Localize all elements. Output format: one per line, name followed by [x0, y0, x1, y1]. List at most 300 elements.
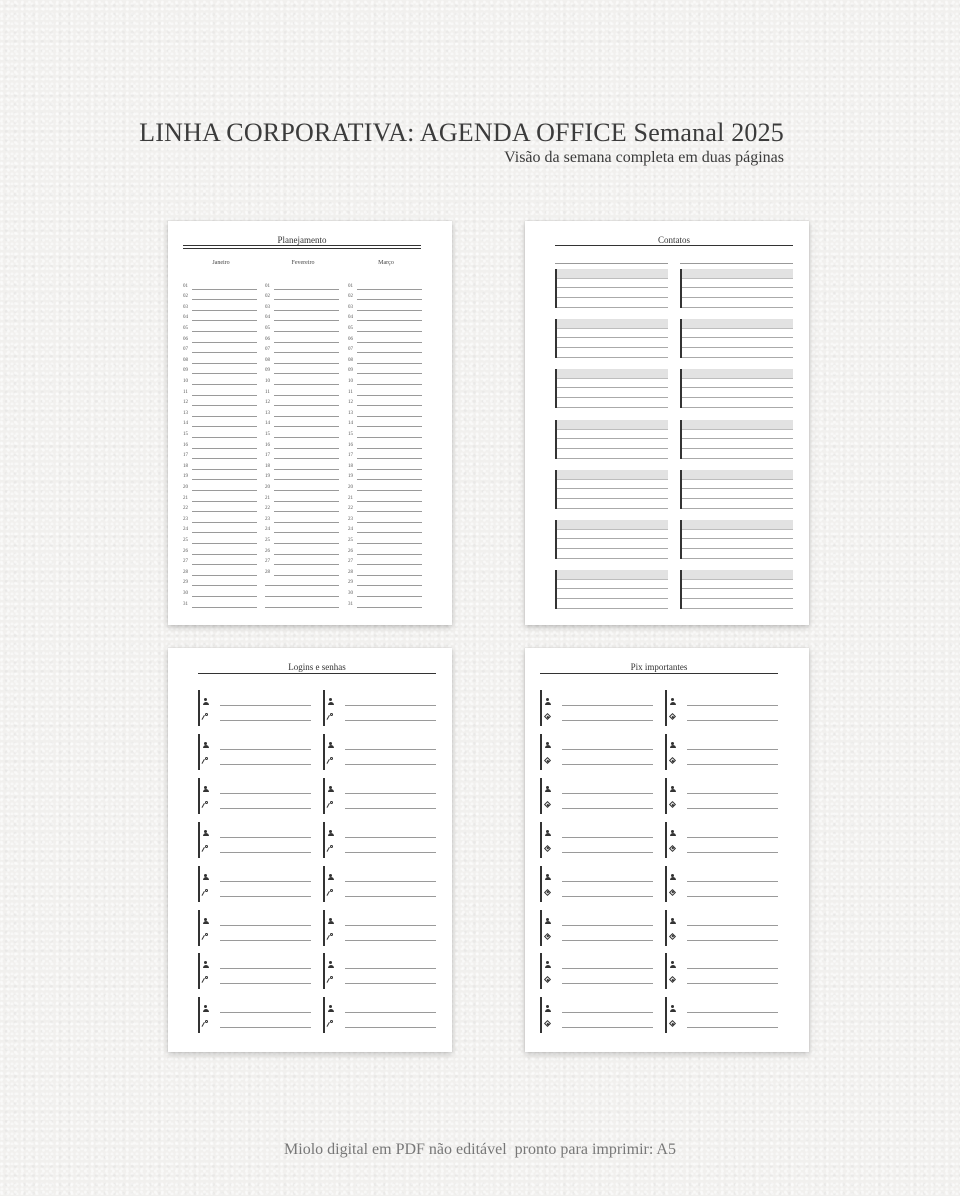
day-number: 30: [348, 590, 353, 596]
card-line: [682, 458, 793, 459]
credential-entry: [665, 822, 778, 858]
credential-entry: [540, 910, 653, 946]
day-row: [348, 311, 422, 322]
day-line: [192, 607, 257, 608]
contact-card: [680, 319, 793, 358]
day-number: 22: [265, 506, 270, 512]
entry-bar: [198, 822, 200, 858]
card-line: [682, 407, 793, 408]
contact-card: [555, 369, 668, 408]
card-line: [557, 307, 668, 308]
entry-line: [562, 940, 653, 941]
day-number: 08: [348, 357, 353, 363]
day-number: 25: [183, 537, 188, 543]
day-row: [265, 449, 339, 460]
day-row: [348, 565, 422, 576]
day-row: [348, 544, 422, 555]
card-line: [682, 307, 793, 308]
day-number: 01: [183, 283, 188, 289]
day-number: 09: [265, 368, 270, 374]
contact-card: [555, 269, 668, 308]
entry-line: [345, 837, 436, 838]
day-row: [183, 597, 257, 608]
pix-icon: [544, 1020, 551, 1027]
day-row: [183, 332, 257, 343]
entry-line: [687, 1027, 778, 1028]
pix-icon: [544, 889, 551, 896]
entry-line: [220, 881, 311, 882]
card-header: [682, 420, 793, 430]
user-icon: [669, 830, 676, 837]
entry-line: [220, 940, 311, 941]
card-line: [557, 448, 668, 449]
pix-icon: [669, 1020, 676, 1027]
day-row: [265, 343, 339, 354]
contact-card: [680, 420, 793, 459]
credential-entry: [198, 734, 311, 770]
day-number: 21: [183, 495, 188, 501]
day-row: [183, 438, 257, 449]
day-row: [265, 544, 339, 555]
user-icon: [327, 961, 334, 968]
key-icon: [202, 757, 209, 764]
card-line: [557, 458, 668, 459]
card-header: [557, 420, 668, 430]
day-number: 14: [183, 421, 188, 427]
entry-line: [687, 1012, 778, 1013]
day-number: 06: [183, 336, 188, 342]
entry-line: [345, 983, 436, 984]
credential-entry: [665, 866, 778, 902]
entry-line: [220, 1027, 311, 1028]
entry-line: [345, 852, 436, 853]
card-line: [557, 387, 668, 388]
day-number: 10: [265, 378, 270, 384]
day-number: 03: [183, 304, 188, 310]
day-row: [183, 555, 257, 566]
day-line: [357, 607, 422, 608]
day-number: 02: [265, 294, 270, 300]
day-row: [183, 290, 257, 301]
user-icon: [202, 1005, 209, 1012]
entry-line: [687, 852, 778, 853]
day-number: 24: [265, 527, 270, 533]
day-number: 02: [348, 294, 353, 300]
day-row: [348, 417, 422, 428]
title-rule: [183, 245, 421, 246]
card-line: [557, 538, 668, 539]
day-row: [265, 555, 339, 566]
user-icon: [544, 698, 551, 705]
key-icon: [202, 889, 209, 896]
day-row: [265, 290, 339, 301]
user-icon: [327, 918, 334, 925]
entry-line: [345, 968, 436, 969]
credential-entry: [540, 866, 653, 902]
entry-line: [687, 881, 778, 882]
credential-entry: [198, 778, 311, 814]
day-number: 04: [348, 315, 353, 321]
day-row: [348, 576, 422, 587]
card-header: [682, 269, 793, 279]
day-row: [348, 438, 422, 449]
credential-entry: [323, 734, 436, 770]
pix-page: [525, 648, 809, 1052]
entry-line: [345, 808, 436, 809]
day-number: 14: [348, 421, 353, 427]
contatos-page: [525, 221, 809, 625]
day-row: [348, 427, 422, 438]
entry-bar: [665, 822, 667, 858]
day-row: [183, 427, 257, 438]
user-icon: [327, 830, 334, 837]
credential-entry: [198, 910, 311, 946]
day-row: [265, 300, 339, 311]
title-rule: [183, 248, 421, 249]
entry-line: [220, 720, 311, 721]
day-row: [265, 427, 339, 438]
day-row: [348, 374, 422, 385]
day-row: [348, 459, 422, 470]
entry-line: [562, 983, 653, 984]
card-header: [682, 570, 793, 580]
user-icon: [327, 742, 334, 749]
user-icon: [202, 918, 209, 925]
key-icon: [202, 976, 209, 983]
user-icon: [544, 1005, 551, 1012]
day-row: [265, 502, 339, 513]
day-row: [265, 321, 339, 332]
card-line: [682, 397, 793, 398]
credential-entry: [198, 822, 311, 858]
entry-line: [687, 764, 778, 765]
entry-bar: [323, 866, 325, 902]
day-row: [183, 523, 257, 534]
day-number: 04: [265, 315, 270, 321]
entry-line: [562, 793, 653, 794]
day-row: [183, 311, 257, 322]
day-number: 13: [348, 410, 353, 416]
day-number: 16: [265, 442, 270, 448]
day-row: [265, 576, 339, 587]
day-row: [348, 502, 422, 513]
contact-card: [680, 520, 793, 559]
day-row: [348, 512, 422, 523]
credential-entry: [540, 778, 653, 814]
day-row: [348, 480, 422, 491]
user-icon: [544, 918, 551, 925]
credential-entry: [323, 778, 436, 814]
day-number: 22: [348, 506, 353, 512]
card-line: [682, 558, 793, 559]
contatos-title: Contatos: [657, 235, 690, 245]
day-number: 12: [183, 400, 188, 406]
key-icon: [327, 976, 334, 983]
contact-card: [555, 570, 668, 609]
entry-line: [562, 764, 653, 765]
day-row: [183, 459, 257, 470]
card-line: [682, 347, 793, 348]
credential-entry: [540, 953, 653, 989]
day-number: 16: [183, 442, 188, 448]
credential-entry: [198, 690, 311, 726]
title-rule: [555, 245, 793, 246]
title-rule: [540, 673, 778, 674]
day-row: [265, 533, 339, 544]
day-row: [183, 406, 257, 417]
page-subtitle: Visão da semana completa em duas páginas: [504, 149, 784, 166]
card-line: [557, 438, 668, 439]
entry-bar: [540, 734, 542, 770]
card-line: [557, 337, 668, 338]
day-number: 20: [348, 484, 353, 490]
card-header: [682, 319, 793, 329]
user-icon: [669, 1005, 676, 1012]
card-header: [557, 570, 668, 580]
entry-line: [220, 852, 311, 853]
planejamento-page: [168, 221, 452, 625]
card-line: [557, 608, 668, 609]
day-row: [183, 491, 257, 502]
card-line: [682, 608, 793, 609]
entry-line: [687, 983, 778, 984]
day-row: [183, 279, 257, 290]
user-icon: [202, 874, 209, 881]
day-number: 28: [265, 569, 270, 575]
entry-line: [687, 968, 778, 969]
day-number: 17: [348, 453, 353, 459]
day-row: [265, 438, 339, 449]
day-number: 18: [183, 463, 188, 469]
card-line: [682, 538, 793, 539]
entry-bar: [540, 997, 542, 1033]
card-header: [557, 319, 668, 329]
header-line: [555, 263, 668, 264]
day-number: 12: [348, 400, 353, 406]
footer-note: Miolo digital em PDF não editável pronto para imprimir: A5: [284, 1141, 676, 1158]
card-header: [682, 470, 793, 480]
entry-bar: [198, 734, 200, 770]
day-row: [348, 470, 422, 481]
day-number: 31: [348, 601, 353, 607]
user-icon: [544, 874, 551, 881]
entry-line: [562, 808, 653, 809]
credential-entry: [540, 997, 653, 1033]
day-row: [348, 364, 422, 375]
pix-icon: [544, 713, 551, 720]
day-line: [265, 607, 339, 608]
entry-line: [562, 896, 653, 897]
pix-title: Pix importantes: [630, 662, 688, 672]
entry-line: [220, 808, 311, 809]
entry-bar: [323, 822, 325, 858]
card-line: [682, 357, 793, 358]
day-row: [348, 396, 422, 407]
contact-card: [555, 470, 668, 509]
key-icon: [327, 1020, 334, 1027]
user-icon: [327, 786, 334, 793]
day-number: 27: [265, 559, 270, 565]
credential-entry: [665, 997, 778, 1033]
entry-line: [220, 749, 311, 750]
day-number: 01: [348, 283, 353, 289]
entry-line: [345, 749, 436, 750]
day-row: [348, 491, 422, 502]
card-header: [557, 369, 668, 379]
day-row: [265, 374, 339, 385]
day-row: [348, 406, 422, 417]
day-number: 17: [183, 453, 188, 459]
key-icon: [202, 713, 209, 720]
day-row: [265, 470, 339, 481]
entry-bar: [665, 997, 667, 1033]
entry-line: [562, 881, 653, 882]
entry-line: [345, 940, 436, 941]
entry-line: [562, 925, 653, 926]
card-line: [557, 598, 668, 599]
day-number: 20: [183, 484, 188, 490]
entry-line: [220, 983, 311, 984]
day-number: 22: [183, 506, 188, 512]
card-line: [682, 588, 793, 589]
pix-icon: [669, 845, 676, 852]
card-line: [557, 548, 668, 549]
day-row: [183, 576, 257, 587]
card-line: [557, 347, 668, 348]
day-row: [348, 332, 422, 343]
day-number: 12: [265, 400, 270, 406]
day-row: [265, 311, 339, 322]
entry-line: [220, 837, 311, 838]
day-row: [183, 533, 257, 544]
day-row: [183, 321, 257, 332]
credential-entry: [540, 690, 653, 726]
day-row: [348, 290, 422, 301]
day-row: [348, 533, 422, 544]
contact-card: [680, 269, 793, 308]
card-line: [682, 508, 793, 509]
day-row: [265, 332, 339, 343]
day-row: [265, 406, 339, 417]
day-number: 25: [348, 537, 353, 543]
day-number: 30: [183, 590, 188, 596]
day-number: 19: [348, 474, 353, 480]
day-number: 03: [265, 304, 270, 310]
day-number: 15: [348, 431, 353, 437]
entry-line: [562, 749, 653, 750]
day-number: 18: [265, 463, 270, 469]
user-icon: [544, 830, 551, 837]
logins-page: [168, 648, 452, 1052]
entry-bar: [198, 997, 200, 1033]
pix-icon: [669, 976, 676, 983]
day-number: 06: [265, 336, 270, 342]
entry-bar: [665, 953, 667, 989]
pix-icon: [669, 713, 676, 720]
entry-bar: [540, 822, 542, 858]
day-number: 23: [265, 516, 270, 522]
credential-entry: [323, 997, 436, 1033]
day-number: 04: [183, 315, 188, 321]
card-line: [557, 488, 668, 489]
pix-icon: [544, 845, 551, 852]
day-number: 11: [348, 389, 353, 395]
entry-line: [562, 1012, 653, 1013]
entry-line: [220, 1012, 311, 1013]
day-row: [265, 523, 339, 534]
user-icon: [327, 874, 334, 881]
day-number: 13: [183, 410, 188, 416]
entry-bar: [665, 690, 667, 726]
entry-bar: [198, 778, 200, 814]
day-row: [183, 502, 257, 513]
credential-entry: [198, 953, 311, 989]
day-row: [348, 343, 422, 354]
day-number: 29: [348, 580, 353, 586]
planejamento-title: Planejamento: [277, 235, 327, 245]
day-row: [183, 396, 257, 407]
pix-icon: [669, 933, 676, 940]
entry-line: [345, 925, 436, 926]
entry-bar: [198, 910, 200, 946]
card-line: [682, 438, 793, 439]
credential-entry: [323, 822, 436, 858]
day-row: [265, 586, 339, 597]
entry-line: [345, 881, 436, 882]
card-line: [682, 448, 793, 449]
day-row: [265, 459, 339, 470]
card-line: [557, 588, 668, 589]
card-line: [557, 297, 668, 298]
day-number: 11: [265, 389, 270, 395]
day-row: [348, 586, 422, 597]
day-row: [265, 597, 339, 608]
day-number: 28: [348, 569, 353, 575]
user-icon: [202, 961, 209, 968]
entry-bar: [540, 866, 542, 902]
user-icon: [669, 742, 676, 749]
entry-bar: [323, 910, 325, 946]
card-line: [682, 488, 793, 489]
day-number: 26: [265, 548, 270, 554]
credential-entry: [198, 997, 311, 1033]
day-number: 27: [348, 559, 353, 565]
credential-entry: [665, 778, 778, 814]
day-number: 26: [348, 548, 353, 554]
day-row: [265, 353, 339, 364]
day-number: 24: [348, 527, 353, 533]
day-number: 31: [183, 601, 188, 607]
entry-line: [687, 749, 778, 750]
entry-bar: [665, 778, 667, 814]
card-line: [557, 407, 668, 408]
card-line: [557, 498, 668, 499]
day-number: 08: [265, 357, 270, 363]
day-number: 25: [265, 537, 270, 543]
day-row: [265, 565, 339, 576]
key-icon: [202, 1020, 209, 1027]
contact-card: [680, 369, 793, 408]
day-row: [183, 374, 257, 385]
day-number: 09: [183, 368, 188, 374]
key-icon: [327, 757, 334, 764]
day-row: [265, 480, 339, 491]
day-row: [348, 279, 422, 290]
day-row: [183, 343, 257, 354]
entry-bar: [540, 690, 542, 726]
day-row: [265, 396, 339, 407]
day-row: [183, 385, 257, 396]
